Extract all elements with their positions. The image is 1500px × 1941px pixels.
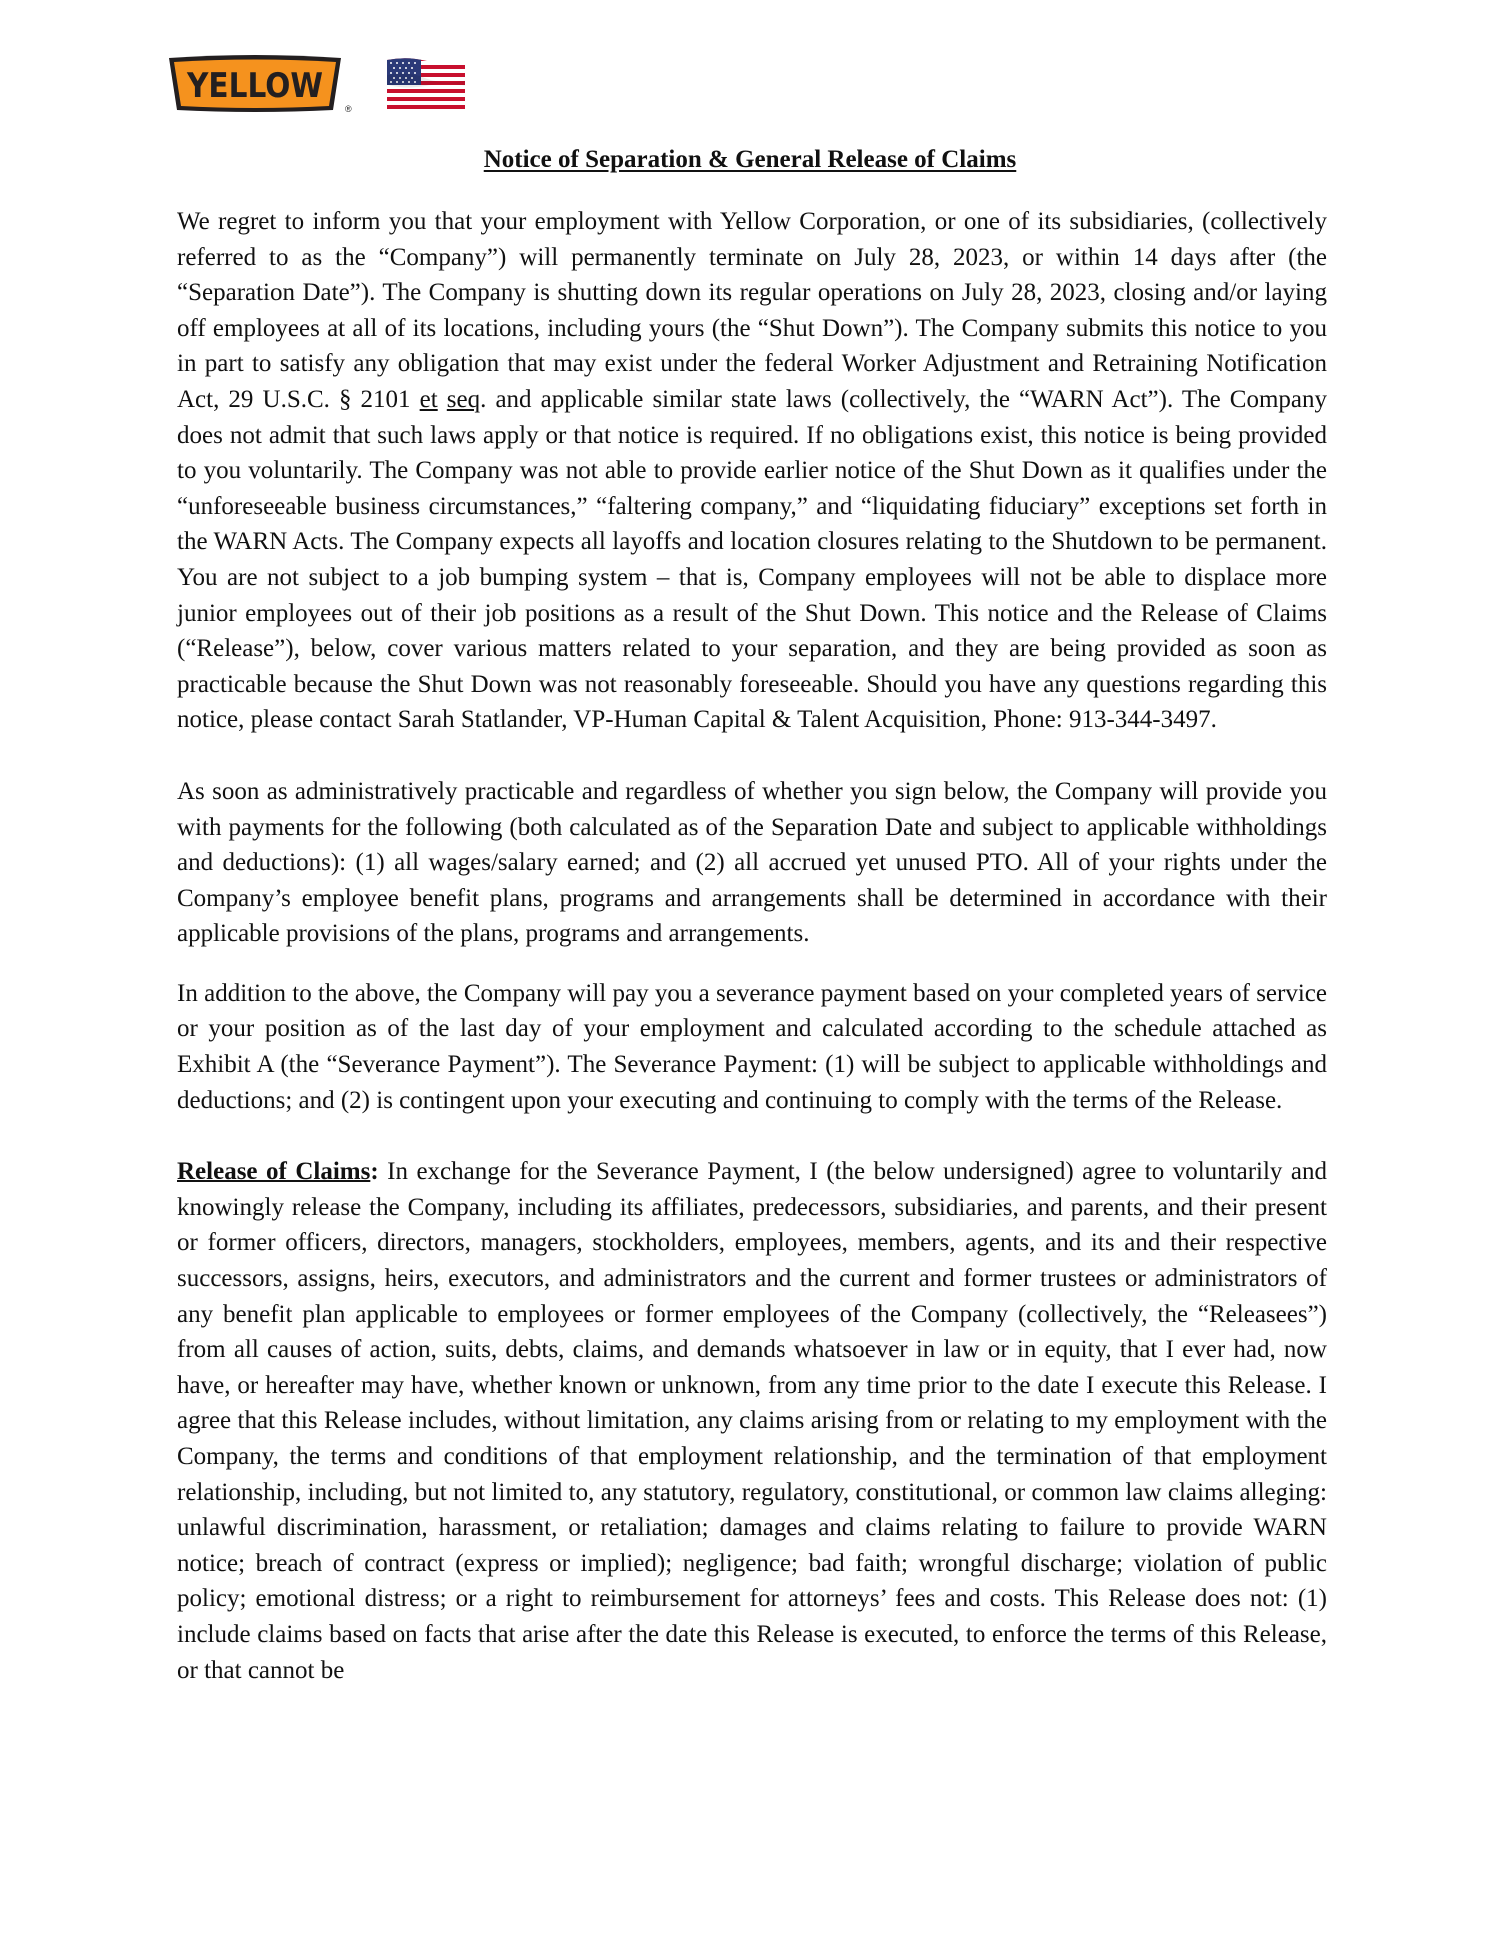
paragraph-severance: In addition to the above, the Company will pay you a severance payment based on your completed years of service or your position as of the last day of your employment and calculated according to the schedule attached as Exhibit A (the “Severance Payment”). The Severance Payment: (1) will be subject to applicable withholdings and deductions; and (2) is contingent upon your executing and continuing to comply with the terms of the Release. bbox=[177, 979, 1327, 1114]
paragraph-notice bbox=[177, 204, 1327, 738]
yellow-logo bbox=[165, 54, 352, 114]
paragraph-payments: As soon as administratively practicable and regardless of whether you sign below, the Company will provide you with payments for the following (both calculated as of the Separation Date and subject to applicable withholdings and deductions): (1) all wages/salary earned; and (2) all accrued yet unused PTO. All of your rights under the Company’s employee benefit plans, programs and arrangements shall be determined in accordance with their applicable provisions of the plans, programs and arrangements. bbox=[177, 777, 1327, 948]
release-body: In exchange for the Severance Payment, I (the below undersigned) agree to voluntarily and knowingly release the Company, including its affiliates, predecessors, subsidiaries, and parents, and their present or former officers, directors, managers, stockholders, employees, members, agents, and its and their respective successors, assigns, heirs, executors, and administrators and the current and former trustees or administrators of any benefit plan applicable to employees or former employees of the Company (collectively, the “Releasees”) from all causes of action, suits, debts, claims, and demands whatsoever in law or in equity, that I ever had, now have, or hereafter may have, whether known or unknown, from any time prior to the date I execute this Release. I agree that this Release includes, without limitation, any claims arising from or relating to my employment with the Company, the terms and conditions of that employment relationship, and the termination of that employment relationship, including, but not limited to, any statutory, regulatory, constitutional, or common law claims alleging: unlawful discrimination, harassment, or retaliation; damages and claims relating to failure to provide WARN notice; breach of contract (express or implied); negligence; bad faith; wrongful discharge; violation of public policy; emotional distress; or a right to reimbursement for attorneys’ fees and costs. This Release does not: (1) include claims based on facts that arise after the date this Release is executed, to enforce the terms of this Release, or that cannot be bbox=[177, 1158, 1327, 1684]
notice-text-part2: . and applicable similar state laws (collectively, the “WARN Act”). The Company does not admit that such laws apply or that notice is required. If no obligations exist, this notice is being provided to you voluntarily. The Company was not able to provide earlier notice of the Shut Down as it qualifies under the “unforeseeable business circumstances,” “faltering company,” and “liquidating fiduciary” exceptions set forth in the WARN Acts. The Company expects all layoffs and location closures relating to the Shutdown to be permanent. You are not subject to a job bumping system – that is, Company employees will not be able to displace more junior employees out of their job positions as a result of the Shut Down. This notice and the Release of Claims (“Release”), below, cover various matters related to your separation, and they are being provided as soon as practicable because the Shut Down was not reasonably foreseeable. Should you have any questions regarding this notice, please contact Sarah Statlander, VP-Human Capital & Talent Acquisition, Phone: 913-344-3497. bbox=[177, 385, 1328, 734]
document-title: Notice of Separation & General Release of Claims bbox=[483, 146, 1017, 173]
seq-text: seq bbox=[446, 385, 481, 413]
release-heading: Release of Claims: bbox=[177, 1158, 379, 1186]
notice-text-part1: We regret to inform you that your employment with Yellow Corporation, or one of its subsidiaries, (collectively referred to as the “Company”) will permanently terminate on July 28, 2023, or within 14 days after (the “Separation Date”). The Company is shutting down its regular operations on July 28, 2023, closing and/or laying off employees at all of its locations, including yours (the “Shut Down”). The Company submits this notice to you in part to satisfy any obligation that may exist under the federal Worker Adjustment and Retraining Notification Act, 29 U.S.C. § 2101 bbox=[177, 208, 1327, 413]
paragraph-release bbox=[177, 1154, 1327, 1688]
yellow-logo-icon bbox=[165, 54, 345, 114]
svg-text:YELLOW: YELLOW bbox=[186, 66, 323, 106]
et-text: et bbox=[419, 385, 438, 413]
page-header bbox=[165, 54, 467, 124]
us-flag-icon bbox=[385, 56, 467, 121]
document-body bbox=[177, 204, 1327, 1688]
registered-mark: ® bbox=[345, 104, 352, 114]
